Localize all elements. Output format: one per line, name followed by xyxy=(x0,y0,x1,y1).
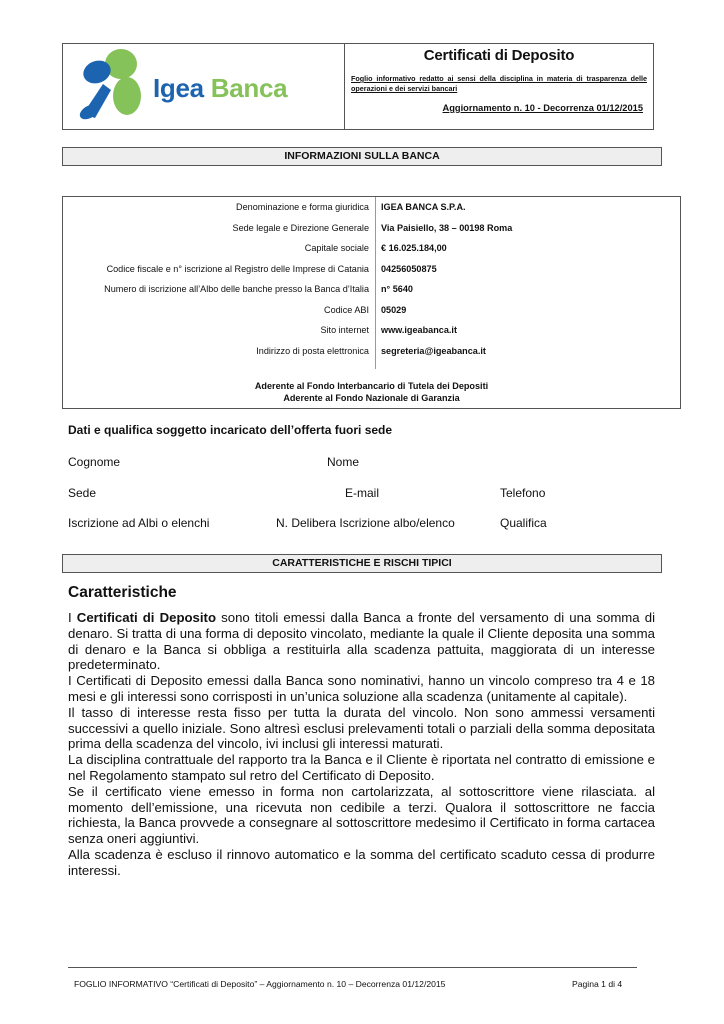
section-bar-risks: CARATTERISTICHE E RISCHI TIPICI xyxy=(62,554,662,573)
field-telefono: Telefono xyxy=(500,486,546,500)
offer-section-heading: Dati e qualifica soggetto incaricato dell’offerta fuori sede xyxy=(68,423,393,437)
fund-membership-2: Aderente al Fondo Nazionale di Garanzia xyxy=(283,393,460,403)
info-row xyxy=(63,238,680,259)
document-subtitle: Foglio informativo redatto ai sensi della disciplina in materia di trasparenza delle operazioni e dei servizi bancari xyxy=(351,74,647,93)
paragraph: I Certificati di Deposito emessi dalla Banca sono nominativi, hanno un vincolo compreso tra 4 e 18 mesi e gli interessi sono corrisposti in un’unica soluzione alla scadenza (unitamente al capitale). xyxy=(68,673,655,704)
info-row xyxy=(63,259,680,280)
info-row xyxy=(63,320,680,341)
info-row xyxy=(63,300,680,321)
field-delibera: N. Delibera Iscrizione albo/elenco xyxy=(276,516,455,530)
paragraph: Alla scadenza è escluso il rinnovo automatico e la somma del certificato scaduto cessa di produrre interessi. xyxy=(68,846,655,878)
field-iscrizione: Iscrizione ad Albi o elenchi xyxy=(68,516,210,530)
characteristics-heading: Caratteristiche xyxy=(68,584,177,601)
info-rows xyxy=(63,197,680,361)
field-email: E-mail xyxy=(345,486,380,500)
info-value: segreteria@igeabanca.it xyxy=(381,345,486,356)
paragraph: Il tasso di interesse resta fisso per tutta la durata del vincolo. Non sono ammessi versamenti successivi a quello iniziale. Sono altresì esclusi prelevamenti totali o parziali della somma depositata prima della scadenza del vincolo, ivi inclusi gli interessi maturati. xyxy=(68,704,655,752)
section-bar-info: INFORMAZIONI SULLA BANCA xyxy=(62,147,662,166)
info-row xyxy=(63,197,680,218)
logo-word-banca: Banca xyxy=(210,73,288,103)
info-table-footer xyxy=(63,380,680,404)
para1-bold: Certificati di Deposito xyxy=(76,610,217,625)
field-sede: Sede xyxy=(68,486,97,500)
footer-divider xyxy=(68,967,637,968)
characteristics-body xyxy=(68,610,655,879)
bank-info-table xyxy=(62,196,681,409)
info-label: Sede legale e Direzione Generale xyxy=(232,222,369,233)
info-label: Sito internet xyxy=(320,325,369,336)
info-label: Codice fiscale e n° iscrizione al Registro delle Imprese di Catania xyxy=(106,263,369,274)
header-title-box xyxy=(345,44,653,129)
logo-wordmark xyxy=(153,73,287,104)
update-info: Aggiornamento n. 10 - Decorrenza 01/12/2015 xyxy=(442,103,643,113)
info-row xyxy=(63,279,680,300)
fund-membership-1: Aderente al Fondo Interbancario di Tutela dei Depositi xyxy=(254,381,489,391)
info-value: € 16.025.184,00 xyxy=(381,243,447,254)
para1-prefix: I xyxy=(68,610,77,625)
info-value: IGEA BANCA S.P.A. xyxy=(381,202,466,213)
info-label: Numero di iscrizione all’Albo delle banche presso la Banca d’Italia xyxy=(104,284,369,295)
info-label: Denominazione e forma giuridica xyxy=(236,202,369,213)
igea-logo-icon xyxy=(73,46,153,126)
info-row xyxy=(63,341,680,362)
document-header xyxy=(62,43,654,130)
paragraph: La disciplina contrattuale del rapporto tra la Banca e il Cliente è riportata nel contratto di emissione e nel Regolamento stampato sul retro del Certificato di Deposito. xyxy=(68,752,655,783)
info-value: 05029 xyxy=(381,304,407,315)
footer-document-info: FOGLIO INFORMATIVO “Certificati di Deposito” – Aggiornamento n. 10 – Decorrenza 01/12/2015 xyxy=(74,979,446,989)
info-label: Capitale sociale xyxy=(304,243,369,254)
info-value: www.igeabanca.it xyxy=(381,325,457,336)
info-value: Via Paisiello, 38 – 00198 Roma xyxy=(381,222,513,233)
document-title: Certificati di Deposito xyxy=(423,47,575,64)
field-cognome: Cognome xyxy=(68,455,121,469)
page-number: Pagina 1 di 4 xyxy=(572,979,623,989)
logo-box xyxy=(63,44,345,129)
info-label: Indirizzo di posta elettronica xyxy=(256,345,369,356)
logo-word-igea: Igea xyxy=(153,73,204,103)
info-row xyxy=(63,218,680,239)
info-value: 04256050875 xyxy=(381,263,437,274)
field-qualifica: Qualifica xyxy=(500,516,547,530)
paragraph: Se il certificato viene emesso in forma non cartolarizzata, al sottoscrittore viene rilasciata. al momento dell’emissione, una ricevuta non cedibile a terzi. Qualora il sottoscrittore ne faccia richiesta, la Banca provvede a consegnare al sottoscrittore medesimo il Certificato in forma cartacea senza oneri aggiuntivi. xyxy=(68,783,655,847)
field-nome: Nome xyxy=(327,455,360,469)
info-label: Codice ABI xyxy=(324,304,369,315)
paragraph xyxy=(68,610,655,673)
para1-rest: sono titoli emessi dalla Banca a fronte del versamento di una somma di denaro. Si tratta di una forma di deposito vincolato, mediante la quale il Cliente deposita una somma di denaro e la Banca si obbliga a restituirla alla scadenza pattuita, maggiorata di un interesse predeterminato. xyxy=(68,610,656,673)
info-value: n° 5640 xyxy=(381,284,413,295)
